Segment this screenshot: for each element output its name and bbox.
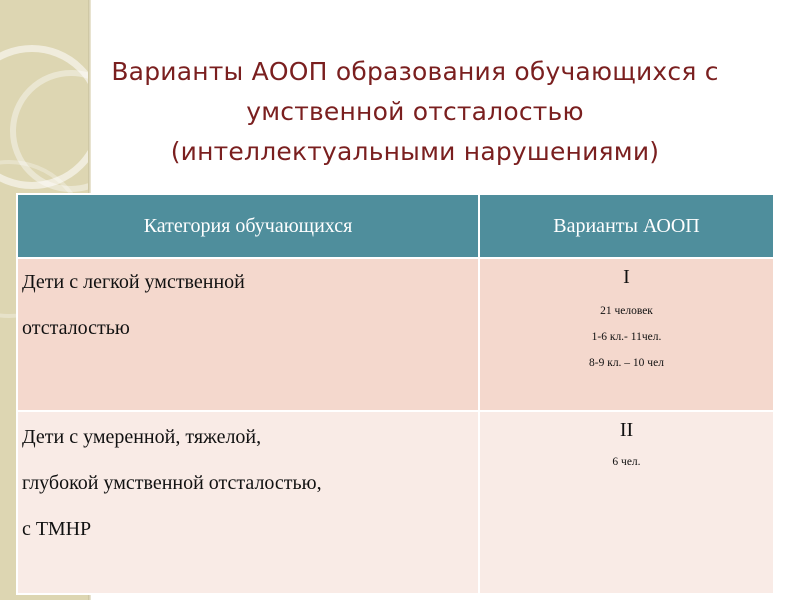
variant-note: 1-6 кл.- 11чел.	[591, 331, 662, 343]
slide-title-line: умственной отсталостью	[246, 97, 584, 126]
header-variants: Варианты АООП	[479, 194, 774, 258]
slide-title-line: Варианты АООП образования обучающихся с	[111, 57, 719, 86]
variant-note: 6 чел.	[612, 456, 641, 468]
variant-note: 21 человек	[600, 305, 653, 317]
slide-title	[30, 52, 800, 172]
variant-note: 8-9 кл. – 10 чел	[589, 357, 664, 369]
category-line: глубокой умственной отсталостью,	[22, 472, 322, 494]
category-line: Дети с легкой умственной	[22, 271, 245, 293]
variant-number: II	[619, 419, 634, 441]
table-row	[17, 411, 774, 594]
variant-notes	[481, 449, 772, 475]
table-header-row	[17, 194, 774, 258]
category-cell	[17, 411, 479, 594]
category-cell	[17, 258, 479, 411]
aoop-variants-table	[16, 193, 775, 595]
category-line: с ТМНР	[22, 518, 92, 540]
variant-cell	[479, 411, 774, 594]
category-line: Дети с умеренной, тяжелой,	[22, 426, 262, 448]
table-row	[17, 258, 774, 411]
category-line: отсталостью	[22, 317, 130, 339]
slide-title-line: (интеллектуальными нарушениями)	[170, 137, 660, 166]
variant-cell	[479, 258, 774, 411]
variant-number: I	[623, 266, 630, 288]
variant-notes	[481, 298, 772, 376]
header-category: Категория обучающихся	[17, 194, 479, 258]
